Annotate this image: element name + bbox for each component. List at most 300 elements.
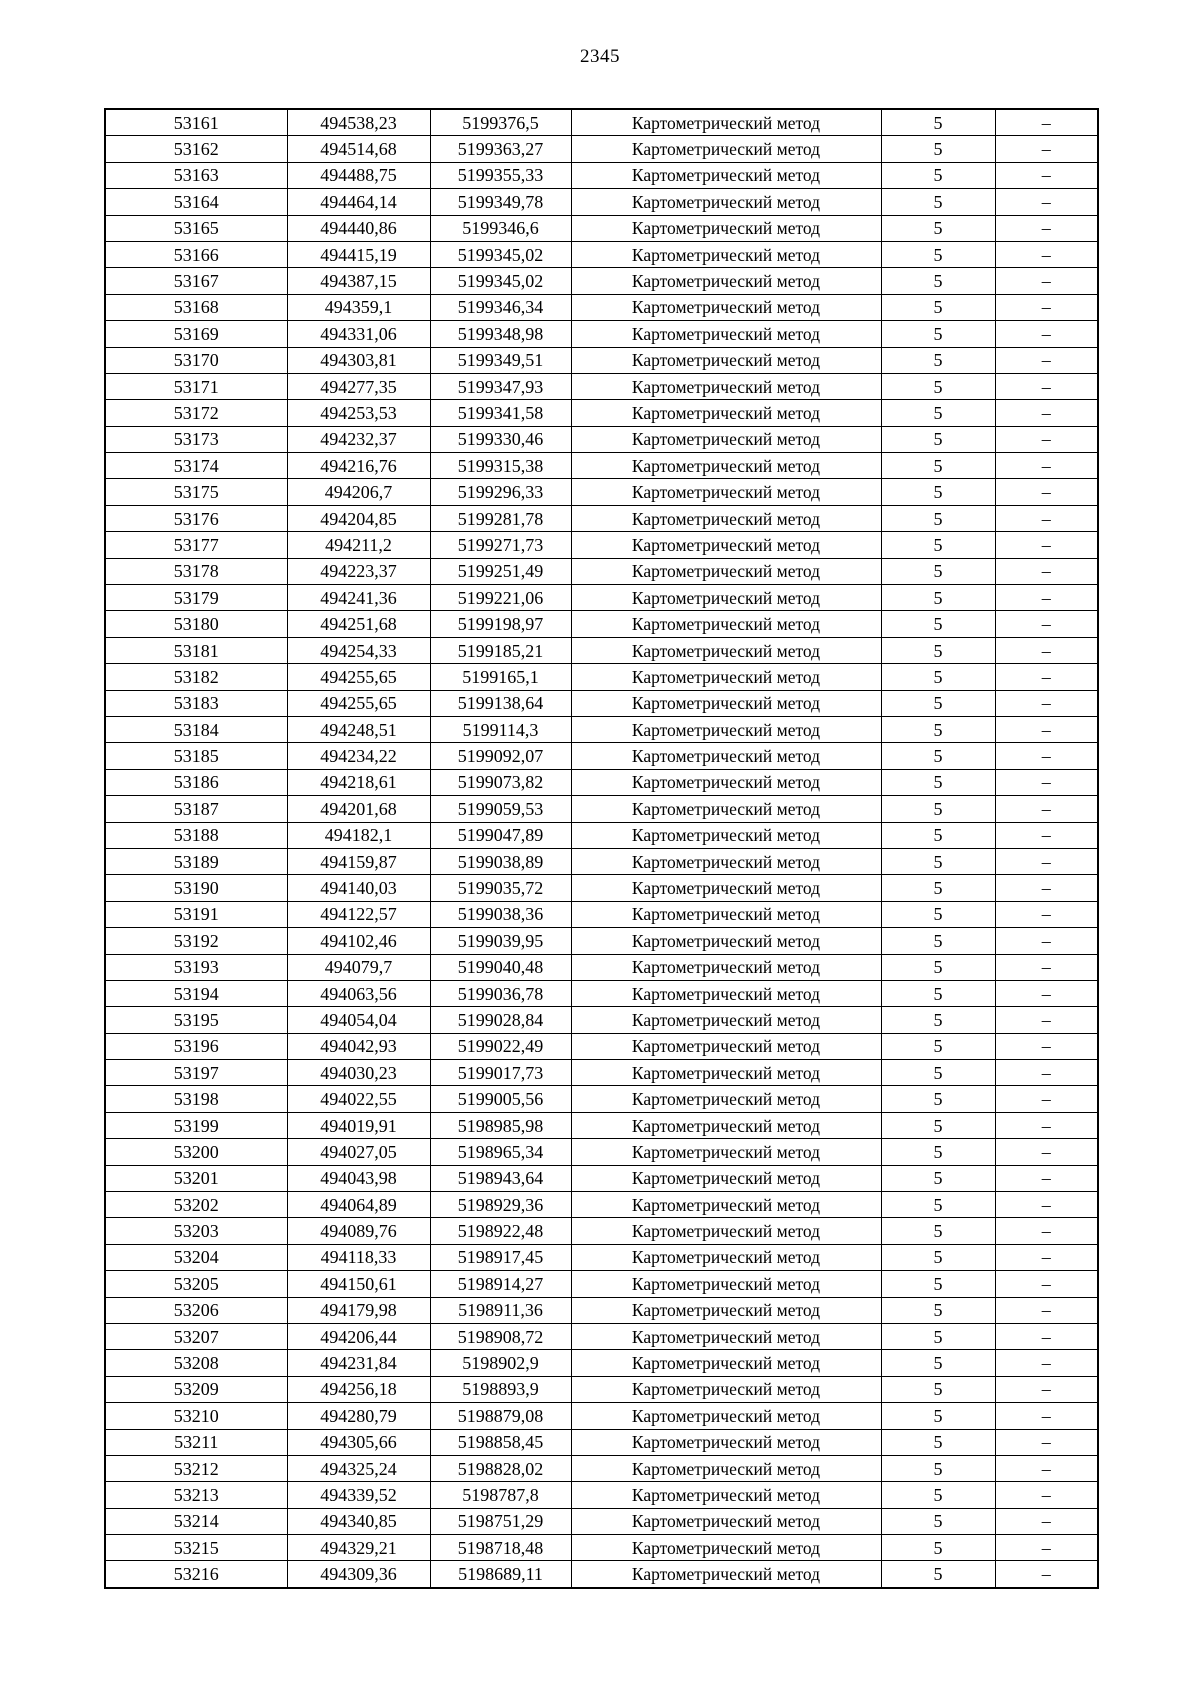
x-coordinate-cell: 494280,79 <box>287 1403 430 1429</box>
x-coordinate-cell: 494488,75 <box>287 162 430 188</box>
description-cell: – <box>995 769 1098 795</box>
method-cell: Картометрический метод <box>571 822 881 848</box>
description-cell: – <box>995 585 1098 611</box>
point-number-cell: 53207 <box>105 1323 287 1349</box>
x-coordinate-cell: 494022,55 <box>287 1086 430 1112</box>
table-row <box>105 479 1098 505</box>
y-coordinate-cell: 5198965,34 <box>430 1139 571 1165</box>
method-cell: Картометрический метод <box>571 347 881 373</box>
x-coordinate-cell: 494359,1 <box>287 294 430 320</box>
table-row <box>105 611 1098 637</box>
x-coordinate-cell: 494415,19 <box>287 241 430 267</box>
point-number-cell: 53189 <box>105 848 287 874</box>
table-row <box>105 1535 1098 1561</box>
accuracy-cell: 5 <box>881 875 995 901</box>
x-coordinate-cell: 494019,91 <box>287 1112 430 1138</box>
description-cell: – <box>995 479 1098 505</box>
point-number-cell: 53179 <box>105 585 287 611</box>
description-cell: – <box>995 875 1098 901</box>
method-cell: Картометрический метод <box>571 1429 881 1455</box>
method-cell: Картометрический метод <box>571 928 881 954</box>
point-number-cell: 53210 <box>105 1403 287 1429</box>
description-cell: – <box>995 743 1098 769</box>
method-cell: Картометрический метод <box>571 611 881 637</box>
accuracy-cell: 5 <box>881 241 995 267</box>
point-number-cell: 53171 <box>105 373 287 399</box>
x-coordinate-cell: 494122,57 <box>287 901 430 927</box>
table-row <box>105 1218 1098 1244</box>
table-row <box>105 1482 1098 1508</box>
method-cell: Картометрический метод <box>571 1165 881 1191</box>
point-number-cell: 53164 <box>105 189 287 215</box>
x-coordinate-cell: 494277,35 <box>287 373 430 399</box>
accuracy-cell: 5 <box>881 162 995 188</box>
method-cell: Картометрический метод <box>571 1350 881 1376</box>
y-coordinate-cell: 5198787,8 <box>430 1482 571 1508</box>
y-coordinate-cell: 5199185,21 <box>430 637 571 663</box>
y-coordinate-cell: 5198858,45 <box>430 1429 571 1455</box>
table-row <box>105 954 1098 980</box>
x-coordinate-cell: 494216,76 <box>287 453 430 479</box>
description-cell: – <box>995 1218 1098 1244</box>
point-number-cell: 53183 <box>105 690 287 716</box>
y-coordinate-cell: 5199271,73 <box>430 532 571 558</box>
y-coordinate-cell: 5199349,51 <box>430 347 571 373</box>
y-coordinate-cell: 5199073,82 <box>430 769 571 795</box>
y-coordinate-cell: 5199346,34 <box>430 294 571 320</box>
accuracy-cell: 5 <box>881 769 995 795</box>
y-coordinate-cell: 5199345,02 <box>430 268 571 294</box>
point-number-cell: 53174 <box>105 453 287 479</box>
description-cell: – <box>995 954 1098 980</box>
table-row <box>105 1508 1098 1534</box>
y-coordinate-cell: 5199040,48 <box>430 954 571 980</box>
y-coordinate-cell: 5198689,11 <box>430 1561 571 1588</box>
y-coordinate-cell: 5199296,33 <box>430 479 571 505</box>
point-number-cell: 53216 <box>105 1561 287 1588</box>
accuracy-cell: 5 <box>881 1086 995 1112</box>
accuracy-cell: 5 <box>881 1508 995 1534</box>
x-coordinate-cell: 494253,53 <box>287 400 430 426</box>
accuracy-cell: 5 <box>881 716 995 742</box>
method-cell: Картометрический метод <box>571 400 881 426</box>
point-number-cell: 53198 <box>105 1086 287 1112</box>
y-coordinate-cell: 5198914,27 <box>430 1271 571 1297</box>
description-cell: – <box>995 1561 1098 1588</box>
y-coordinate-cell: 5198908,72 <box>430 1323 571 1349</box>
accuracy-cell: 5 <box>881 1192 995 1218</box>
accuracy-cell: 5 <box>881 822 995 848</box>
table-row <box>105 558 1098 584</box>
table-row <box>105 1033 1098 1059</box>
method-cell: Картометрический метод <box>571 1376 881 1402</box>
table-row <box>105 268 1098 294</box>
y-coordinate-cell: 5198879,08 <box>430 1403 571 1429</box>
x-coordinate-cell: 494182,1 <box>287 822 430 848</box>
point-number-cell: 53167 <box>105 268 287 294</box>
x-coordinate-cell: 494255,65 <box>287 690 430 716</box>
y-coordinate-cell: 5198902,9 <box>430 1350 571 1376</box>
point-number-cell: 53165 <box>105 215 287 241</box>
method-cell: Картометрический метод <box>571 453 881 479</box>
point-number-cell: 53162 <box>105 136 287 162</box>
method-cell: Картометрический метод <box>571 558 881 584</box>
point-number-cell: 53200 <box>105 1139 287 1165</box>
accuracy-cell: 5 <box>881 1112 995 1138</box>
accuracy-cell: 5 <box>881 1455 995 1481</box>
y-coordinate-cell: 5199330,46 <box>430 426 571 452</box>
description-cell: – <box>995 1192 1098 1218</box>
table-row <box>105 1561 1098 1588</box>
table-row <box>105 109 1098 136</box>
method-cell: Картометрический метод <box>571 690 881 716</box>
description-cell: – <box>995 505 1098 531</box>
accuracy-cell: 5 <box>881 1535 995 1561</box>
y-coordinate-cell: 5199165,1 <box>430 664 571 690</box>
method-cell: Картометрический метод <box>571 1403 881 1429</box>
table-row <box>105 769 1098 795</box>
point-number-cell: 53178 <box>105 558 287 584</box>
x-coordinate-cell: 494256,18 <box>287 1376 430 1402</box>
x-coordinate-cell: 494331,06 <box>287 321 430 347</box>
y-coordinate-cell: 5198911,36 <box>430 1297 571 1323</box>
table-row <box>105 901 1098 927</box>
x-coordinate-cell: 494339,52 <box>287 1482 430 1508</box>
method-cell: Картометрический метод <box>571 294 881 320</box>
x-coordinate-cell: 494254,33 <box>287 637 430 663</box>
accuracy-cell: 5 <box>881 1165 995 1191</box>
y-coordinate-cell: 5198917,45 <box>430 1244 571 1270</box>
table-row <box>105 928 1098 954</box>
point-number-cell: 53215 <box>105 1535 287 1561</box>
accuracy-cell: 5 <box>881 1218 995 1244</box>
description-cell: – <box>995 1482 1098 1508</box>
x-coordinate-cell: 494201,68 <box>287 796 430 822</box>
point-number-cell: 53203 <box>105 1218 287 1244</box>
x-coordinate-cell: 494232,37 <box>287 426 430 452</box>
y-coordinate-cell: 5199348,98 <box>430 321 571 347</box>
accuracy-cell: 5 <box>881 585 995 611</box>
accuracy-cell: 5 <box>881 1323 995 1349</box>
point-number-cell: 53166 <box>105 241 287 267</box>
point-number-cell: 53197 <box>105 1060 287 1086</box>
description-cell: – <box>995 109 1098 136</box>
point-number-cell: 53208 <box>105 1350 287 1376</box>
y-coordinate-cell: 5199346,6 <box>430 215 571 241</box>
description-cell: – <box>995 1033 1098 1059</box>
description-cell: – <box>995 1350 1098 1376</box>
x-coordinate-cell: 494206,7 <box>287 479 430 505</box>
method-cell: Картометрический метод <box>571 716 881 742</box>
x-coordinate-cell: 494303,81 <box>287 347 430 373</box>
accuracy-cell: 5 <box>881 901 995 927</box>
point-number-cell: 53199 <box>105 1112 287 1138</box>
y-coordinate-cell: 5199038,89 <box>430 848 571 874</box>
table-row <box>105 1165 1098 1191</box>
accuracy-cell: 5 <box>881 294 995 320</box>
accuracy-cell: 5 <box>881 109 995 136</box>
x-coordinate-cell: 494179,98 <box>287 1297 430 1323</box>
y-coordinate-cell: 5198922,48 <box>430 1218 571 1244</box>
description-cell: – <box>995 980 1098 1006</box>
y-coordinate-cell: 5199005,56 <box>430 1086 571 1112</box>
x-coordinate-cell: 494054,04 <box>287 1007 430 1033</box>
table-row <box>105 294 1098 320</box>
description-cell: – <box>995 347 1098 373</box>
description-cell: – <box>995 1403 1098 1429</box>
point-number-cell: 53190 <box>105 875 287 901</box>
description-cell: – <box>995 558 1098 584</box>
table-row <box>105 215 1098 241</box>
table-row <box>105 1060 1098 1086</box>
x-coordinate-cell: 494043,98 <box>287 1165 430 1191</box>
accuracy-cell: 5 <box>881 664 995 690</box>
table-row <box>105 1271 1098 1297</box>
accuracy-cell: 5 <box>881 1482 995 1508</box>
x-coordinate-cell: 494150,61 <box>287 1271 430 1297</box>
description-cell: – <box>995 215 1098 241</box>
point-number-cell: 53173 <box>105 426 287 452</box>
accuracy-cell: 5 <box>881 321 995 347</box>
table-row <box>105 637 1098 663</box>
method-cell: Картометрический метод <box>571 189 881 215</box>
table-row <box>105 1403 1098 1429</box>
description-cell: – <box>995 400 1098 426</box>
y-coordinate-cell: 5199345,02 <box>430 241 571 267</box>
accuracy-cell: 5 <box>881 136 995 162</box>
table-row <box>105 1112 1098 1138</box>
x-coordinate-cell: 494514,68 <box>287 136 430 162</box>
accuracy-cell: 5 <box>881 1244 995 1270</box>
x-coordinate-cell: 494102,46 <box>287 928 430 954</box>
method-cell: Картометрический метод <box>571 1086 881 1112</box>
method-cell: Картометрический метод <box>571 241 881 267</box>
method-cell: Картометрический метод <box>571 1455 881 1481</box>
accuracy-cell: 5 <box>881 215 995 241</box>
method-cell: Картометрический метод <box>571 901 881 927</box>
table-row <box>105 426 1098 452</box>
x-coordinate-cell: 494204,85 <box>287 505 430 531</box>
description-cell: – <box>995 796 1098 822</box>
point-number-cell: 53172 <box>105 400 287 426</box>
point-number-cell: 53196 <box>105 1033 287 1059</box>
point-number-cell: 53180 <box>105 611 287 637</box>
point-number-cell: 53187 <box>105 796 287 822</box>
accuracy-cell: 5 <box>881 796 995 822</box>
point-number-cell: 53204 <box>105 1244 287 1270</box>
method-cell: Картометрический метод <box>571 1561 881 1588</box>
table-row <box>105 162 1098 188</box>
point-number-cell: 53185 <box>105 743 287 769</box>
point-number-cell: 53186 <box>105 769 287 795</box>
description-cell: – <box>995 1139 1098 1165</box>
x-coordinate-cell: 494223,37 <box>287 558 430 584</box>
point-number-cell: 53161 <box>105 109 287 136</box>
description-cell: – <box>995 637 1098 663</box>
method-cell: Картометрический метод <box>571 664 881 690</box>
method-cell: Картометрический метод <box>571 875 881 901</box>
description-cell: – <box>995 453 1098 479</box>
table-row <box>105 505 1098 531</box>
x-coordinate-cell: 494159,87 <box>287 848 430 874</box>
x-coordinate-cell: 494211,2 <box>287 532 430 558</box>
x-coordinate-cell: 494140,03 <box>287 875 430 901</box>
y-coordinate-cell: 5198893,9 <box>430 1376 571 1402</box>
accuracy-cell: 5 <box>881 980 995 1006</box>
description-cell: – <box>995 136 1098 162</box>
method-cell: Картометрический метод <box>571 505 881 531</box>
accuracy-cell: 5 <box>881 690 995 716</box>
accuracy-cell: 5 <box>881 1429 995 1455</box>
accuracy-cell: 5 <box>881 453 995 479</box>
y-coordinate-cell: 5199038,36 <box>430 901 571 927</box>
accuracy-cell: 5 <box>881 505 995 531</box>
y-coordinate-cell: 5199039,95 <box>430 928 571 954</box>
accuracy-cell: 5 <box>881 558 995 584</box>
description-cell: – <box>995 1297 1098 1323</box>
method-cell: Картометрический метод <box>571 215 881 241</box>
point-number-cell: 53213 <box>105 1482 287 1508</box>
point-number-cell: 53211 <box>105 1429 287 1455</box>
description-cell: – <box>995 822 1098 848</box>
description-cell: – <box>995 1376 1098 1402</box>
table-row <box>105 453 1098 479</box>
x-coordinate-cell: 494309,36 <box>287 1561 430 1588</box>
point-number-cell: 53195 <box>105 1007 287 1033</box>
method-cell: Картометрический метод <box>571 1192 881 1218</box>
description-cell: – <box>995 1112 1098 1138</box>
x-coordinate-cell: 494387,15 <box>287 268 430 294</box>
accuracy-cell: 5 <box>881 373 995 399</box>
description-cell: – <box>995 189 1098 215</box>
description-cell: – <box>995 426 1098 452</box>
description-cell: – <box>995 690 1098 716</box>
method-cell: Картометрический метод <box>571 980 881 1006</box>
table-row <box>105 980 1098 1006</box>
table-row <box>105 1139 1098 1165</box>
method-cell: Картометрический метод <box>571 1033 881 1059</box>
table-row <box>105 716 1098 742</box>
method-cell: Картометрический метод <box>571 1244 881 1270</box>
accuracy-cell: 5 <box>881 532 995 558</box>
accuracy-cell: 5 <box>881 611 995 637</box>
point-number-cell: 53201 <box>105 1165 287 1191</box>
method-cell: Картометрический метод <box>571 954 881 980</box>
point-number-cell: 53163 <box>105 162 287 188</box>
description-cell: – <box>995 1429 1098 1455</box>
accuracy-cell: 5 <box>881 479 995 505</box>
x-coordinate-cell: 494241,36 <box>287 585 430 611</box>
x-coordinate-cell: 494255,65 <box>287 664 430 690</box>
point-number-cell: 53177 <box>105 532 287 558</box>
x-coordinate-cell: 494329,21 <box>287 1535 430 1561</box>
table-row <box>105 1429 1098 1455</box>
method-cell: Картометрический метод <box>571 585 881 611</box>
method-cell: Картометрический метод <box>571 769 881 795</box>
x-coordinate-cell: 494079,7 <box>287 954 430 980</box>
accuracy-cell: 5 <box>881 954 995 980</box>
x-coordinate-cell: 494042,93 <box>287 1033 430 1059</box>
x-coordinate-cell: 494118,33 <box>287 1244 430 1270</box>
table-row <box>105 321 1098 347</box>
point-number-cell: 53168 <box>105 294 287 320</box>
method-cell: Картометрический метод <box>571 1482 881 1508</box>
point-number-cell: 53214 <box>105 1508 287 1534</box>
point-number-cell: 53191 <box>105 901 287 927</box>
y-coordinate-cell: 5198985,98 <box>430 1112 571 1138</box>
point-number-cell: 53175 <box>105 479 287 505</box>
y-coordinate-cell: 5199198,97 <box>430 611 571 637</box>
y-coordinate-cell: 5199017,73 <box>430 1060 571 1086</box>
y-coordinate-cell: 5199092,07 <box>430 743 571 769</box>
y-coordinate-cell: 5199221,06 <box>430 585 571 611</box>
method-cell: Картометрический метод <box>571 1112 881 1138</box>
description-cell: – <box>995 1086 1098 1112</box>
method-cell: Картометрический метод <box>571 268 881 294</box>
table-row <box>105 1455 1098 1481</box>
method-cell: Картометрический метод <box>571 136 881 162</box>
table-row <box>105 1007 1098 1033</box>
point-number-cell: 53181 <box>105 637 287 663</box>
point-number-cell: 53188 <box>105 822 287 848</box>
point-number-cell: 53193 <box>105 954 287 980</box>
method-cell: Картометрический метод <box>571 162 881 188</box>
y-coordinate-cell: 5199376,5 <box>430 109 571 136</box>
table-row <box>105 664 1098 690</box>
table-row <box>105 585 1098 611</box>
method-cell: Картометрический метод <box>571 373 881 399</box>
description-cell: – <box>995 268 1098 294</box>
y-coordinate-cell: 5199349,78 <box>430 189 571 215</box>
method-cell: Картометрический метод <box>571 796 881 822</box>
accuracy-cell: 5 <box>881 848 995 874</box>
description-cell: – <box>995 848 1098 874</box>
accuracy-cell: 5 <box>881 1271 995 1297</box>
table-row <box>105 743 1098 769</box>
description-cell: – <box>995 241 1098 267</box>
accuracy-cell: 5 <box>881 1297 995 1323</box>
y-coordinate-cell: 5199059,53 <box>430 796 571 822</box>
method-cell: Картометрический метод <box>571 109 881 136</box>
accuracy-cell: 5 <box>881 1376 995 1402</box>
accuracy-cell: 5 <box>881 268 995 294</box>
y-coordinate-cell: 5198718,48 <box>430 1535 571 1561</box>
y-coordinate-cell: 5199138,64 <box>430 690 571 716</box>
x-coordinate-cell: 494440,86 <box>287 215 430 241</box>
method-cell: Картометрический метод <box>571 848 881 874</box>
method-cell: Картометрический метод <box>571 479 881 505</box>
method-cell: Картометрический метод <box>571 532 881 558</box>
point-number-cell: 53182 <box>105 664 287 690</box>
description-cell: – <box>995 1508 1098 1534</box>
description-cell: – <box>995 1244 1098 1270</box>
accuracy-cell: 5 <box>881 1561 995 1588</box>
method-cell: Картометрический метод <box>571 1060 881 1086</box>
y-coordinate-cell: 5198929,36 <box>430 1192 571 1218</box>
description-cell: – <box>995 1535 1098 1561</box>
table-row <box>105 1192 1098 1218</box>
table-row <box>105 1323 1098 1349</box>
description-cell: – <box>995 1060 1098 1086</box>
point-number-cell: 53176 <box>105 505 287 531</box>
accuracy-cell: 5 <box>881 1403 995 1429</box>
accuracy-cell: 5 <box>881 426 995 452</box>
x-coordinate-cell: 494064,89 <box>287 1192 430 1218</box>
description-cell: – <box>995 1007 1098 1033</box>
point-number-cell: 53212 <box>105 1455 287 1481</box>
method-cell: Картометрический метод <box>571 637 881 663</box>
description-cell: – <box>995 1271 1098 1297</box>
